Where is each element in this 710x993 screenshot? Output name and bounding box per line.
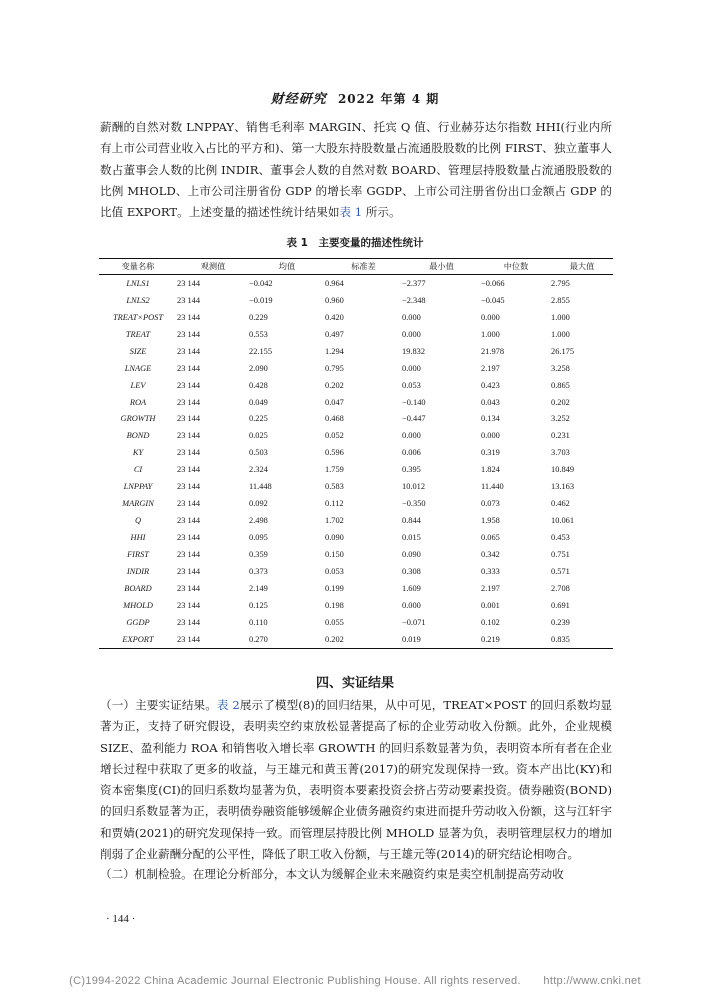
variable-name-cell: ROA — [129, 397, 147, 407]
results-heading: （一）主要实证结果。 — [100, 698, 217, 712]
stat-cell: 0.359 — [249, 549, 268, 559]
stat-cell: −0.140 — [402, 397, 426, 407]
table-row — [99, 377, 613, 394]
variable-name-cell: TREAT — [125, 329, 151, 339]
column-header: 最大值 — [551, 259, 613, 275]
stat-cell: 0.835 — [551, 631, 613, 648]
stat-cell: 3.703 — [551, 448, 570, 458]
stat-cell: 0.125 — [249, 600, 268, 610]
stat-cell: 0.047 — [325, 397, 344, 407]
stat-cell: 0.202 — [325, 380, 344, 390]
stat-cell: 23 144 — [177, 533, 201, 543]
column-header: 变量名称 — [99, 259, 177, 275]
variable-name-cell: GGDP — [126, 617, 150, 627]
stat-cell: −0.350 — [402, 499, 426, 509]
stat-cell: 23 144 — [177, 431, 201, 441]
stat-cell: 0.006 — [402, 448, 421, 458]
stat-cell: 0.092 — [249, 499, 268, 509]
stat-cell: 0.420 — [325, 312, 344, 322]
stat-cell: 23 144 — [177, 600, 201, 610]
stat-cell: 23 144 — [177, 448, 201, 458]
stat-cell: 1.702 — [325, 516, 344, 526]
stat-cell: 23 144 — [177, 397, 201, 407]
stat-cell: 1.000 — [481, 329, 500, 339]
intro-text-end: 所示。 — [362, 205, 401, 220]
stat-cell: 0.342 — [481, 549, 500, 559]
column-header: 中位数 — [481, 259, 551, 275]
stat-cell: 0.865 — [551, 380, 570, 390]
table-row — [99, 461, 613, 478]
stat-cell: 0.423 — [481, 380, 500, 390]
variable-name-cell: INDIR — [126, 566, 150, 576]
stat-cell: 0.395 — [402, 465, 421, 475]
stat-cell: 0.795 — [325, 363, 344, 373]
table-row — [99, 529, 613, 546]
table-title: 表 1 主要变量的描述性统计 — [286, 237, 424, 249]
stat-cell: 23 144 — [177, 516, 201, 526]
stat-cell: 11.440 — [481, 482, 504, 492]
stat-cell: 2.149 — [249, 583, 268, 593]
table-row — [99, 512, 613, 529]
stat-cell: 3.258 — [551, 363, 570, 373]
stat-cell: −0.045 — [481, 295, 505, 305]
stat-cell: 1.824 — [481, 465, 500, 475]
stat-cell: 1.000 — [551, 329, 570, 339]
stat-cell: 23 144 — [177, 566, 201, 576]
variable-name-cell: LNLS1 — [126, 278, 150, 288]
stat-cell: 23 144 — [177, 549, 201, 559]
stat-cell: 23 144 — [177, 631, 249, 648]
table-row — [99, 614, 613, 631]
stat-cell: 0.270 — [249, 631, 325, 648]
stat-cell: −2.348 — [402, 295, 426, 305]
stat-cell: 0.583 — [325, 482, 344, 492]
copyright-footer: (C)1994-2022 China Academic Journal Electronic Publishing House. All rights reserved. http://www.cnki.net — [69, 975, 641, 987]
stat-cell: 23 144 — [177, 617, 201, 627]
variable-name-cell: CI — [133, 465, 143, 475]
table-row — [99, 546, 613, 563]
variable-name-cell: GROWTH — [120, 414, 156, 424]
variable-name-cell: KY — [132, 448, 144, 458]
variable-name-cell: EXPORT — [99, 631, 177, 648]
journal-name: 财经研究 — [270, 92, 327, 107]
stat-cell: 23 144 — [177, 312, 201, 322]
stat-cell: 0.468 — [325, 414, 344, 424]
table-row — [99, 292, 613, 309]
variable-name-cell: MHOLD — [123, 600, 153, 610]
table-row — [99, 275, 613, 292]
stat-cell: 0.497 — [325, 329, 344, 339]
table-row — [99, 495, 613, 512]
stat-cell: 23 144 — [177, 295, 201, 305]
stat-cell: 0.319 — [481, 448, 500, 458]
table-header-row — [99, 259, 613, 275]
stat-cell: 19.832 — [402, 346, 426, 356]
table-2-link[interactable]: 表 2 — [216, 698, 240, 712]
column-header: 标准差 — [325, 259, 402, 275]
stat-cell: −0.019 — [249, 295, 273, 305]
stat-cell: 1.759 — [325, 465, 344, 475]
stat-cell: −0.066 — [481, 278, 505, 288]
table-row — [99, 411, 613, 428]
stat-cell: 2.855 — [551, 295, 570, 305]
stat-cell: 0.090 — [325, 533, 344, 543]
table-body — [99, 275, 613, 649]
table-row — [99, 631, 613, 648]
table-row — [99, 343, 613, 360]
stat-cell: 0.225 — [249, 414, 268, 424]
stat-cell: 0.055 — [325, 617, 344, 627]
stat-cell: 2.090 — [249, 363, 268, 373]
stat-cell: 0.073 — [481, 499, 500, 509]
descriptive-stats-table — [99, 258, 613, 649]
stat-cell: 0.112 — [325, 499, 344, 509]
table-row — [99, 478, 613, 495]
page-number: · 144 · — [106, 913, 136, 925]
running-header — [0, 88, 710, 107]
stat-cell: 0.308 — [402, 566, 421, 576]
stat-cell: 0.199 — [325, 583, 344, 593]
stat-cell: 23 144 — [177, 583, 201, 593]
stat-cell: 0.462 — [551, 499, 570, 509]
variable-name-cell: FIRST — [127, 549, 149, 559]
variable-name-cell: HHI — [130, 533, 146, 543]
stat-cell: 0.110 — [249, 617, 268, 627]
results-text: 展示了模型(8)的回归结果，从中可见，TREAT×POST 的回归系数均显著为正，支持了研究假设，表明卖空约束放松显著提高了标的企业劳动收入份额。此外，企业规模 SIZE、盈利能力 ROA 和销售收入增长率 GROWTH 的回归系数显著为负，表明资本所有者在企业增长过程中获取了更多的收益，与王雄元和黄玉菁(2017)的研究发现保持一致。资本产出比(KY)和资本密集度(CI)的回归系数均显著为负，表明资本要素投资会挤占劳动要素投资。债券融资(BOND)的回归系数显著为正，表明债券融资能够缓解企业债务融资约束进而提升劳动收入份额，这与江轩宇和贾婧(2021)的研究发现保持一致。而管理层持股比例 MHOLD 显著为负，表明管理层权力的增加削弱了企业薪酬分配的公平性，降低了职工收入份额，与王雄元等(2014)的研究结论相吻合。 — [100, 698, 613, 862]
stat-cell: 13.163 — [551, 482, 575, 492]
stat-cell: 2.708 — [551, 583, 570, 593]
stat-cell: 0.000 — [481, 431, 500, 441]
stat-cell: −0.071 — [402, 617, 426, 627]
stat-cell: −2.377 — [402, 278, 426, 288]
stat-cell: 0.229 — [249, 312, 268, 322]
stat-cell: 23 144 — [177, 329, 201, 339]
stat-cell: 2.197 — [481, 363, 500, 373]
stat-cell: 0.000 — [402, 312, 421, 322]
stat-cell: 22.155 — [249, 346, 273, 356]
stat-cell: 0.000 — [402, 600, 421, 610]
stat-cell: 23 144 — [177, 414, 201, 424]
variable-name-cell: TREAT×POST — [112, 312, 163, 322]
stat-cell: 23 144 — [177, 278, 201, 288]
stat-cell: 0.019 — [402, 631, 481, 648]
stat-cell: 2.197 — [481, 583, 500, 593]
table-row — [99, 427, 613, 444]
table-row — [99, 360, 613, 377]
variable-name-cell: BOND — [126, 431, 150, 441]
column-header: 最小值 — [402, 259, 481, 275]
stat-cell: 0.373 — [249, 566, 268, 576]
stat-cell: 0.090 — [402, 549, 421, 559]
stat-cell: 0.053 — [325, 566, 344, 576]
stat-cell: 0.571 — [551, 566, 570, 576]
variable-name-cell: Q — [134, 516, 142, 526]
stat-cell: 23 144 — [177, 346, 201, 356]
stat-cell: 0.049 — [249, 397, 268, 407]
variable-name-cell: LNPPAY — [123, 482, 153, 492]
table-row — [99, 444, 613, 461]
stat-cell: 0.960 — [325, 295, 344, 305]
section-title: 四、实证结果 — [315, 676, 394, 691]
stat-cell: 0.239 — [551, 617, 570, 627]
stat-cell: 0.553 — [249, 329, 268, 339]
stat-cell: 11.448 — [249, 482, 272, 492]
stat-cell: 1.609 — [402, 583, 421, 593]
stat-cell: 0.691 — [551, 600, 570, 610]
table-row — [99, 563, 613, 580]
stat-cell: 23 144 — [177, 465, 201, 475]
stat-cell: −0.447 — [402, 414, 426, 424]
stat-cell: 0.596 — [325, 448, 344, 458]
stat-cell: 2.498 — [249, 516, 268, 526]
stat-cell: 23 144 — [177, 482, 201, 492]
stat-cell: 26.175 — [551, 346, 575, 356]
stat-cell: 0.202 — [551, 397, 570, 407]
variable-name-cell: LEV — [130, 380, 146, 390]
stat-cell: 23 144 — [177, 380, 201, 390]
stat-cell: 0.102 — [481, 617, 500, 627]
stat-cell: 0.000 — [402, 363, 421, 373]
stat-cell: 0.000 — [402, 431, 421, 441]
variable-name-cell: MARGIN — [122, 499, 154, 509]
journal-issue: 2022 年第 4 期 — [337, 92, 440, 106]
stat-cell: 2.795 — [551, 278, 570, 288]
column-header: 观测值 — [177, 259, 249, 275]
stat-cell: 0.134 — [481, 414, 500, 424]
table-row — [99, 394, 613, 411]
table-1-link[interactable]: 表 1 — [339, 205, 363, 220]
stat-cell: 0.503 — [249, 448, 268, 458]
mechanism-paragraph: （二）机制检验。在理论分析部分，本文认为缓解企业未来融资约束是卖空机制提高劳动收 — [100, 867, 564, 881]
results-paragraph — [100, 695, 612, 865]
stat-cell: 10.061 — [551, 516, 575, 526]
stat-cell: 10.012 — [402, 482, 426, 492]
stat-cell: 2.324 — [249, 465, 268, 475]
variable-name-cell: SIZE — [129, 346, 147, 356]
stat-cell: 0.150 — [325, 549, 344, 559]
table-row — [99, 309, 613, 326]
stat-cell: 0.219 — [481, 631, 551, 648]
stat-cell: 0.202 — [325, 631, 402, 648]
stat-cell: 21.978 — [481, 346, 505, 356]
stat-cell: −0.042 — [249, 278, 273, 288]
stat-cell: 0.000 — [481, 312, 500, 322]
stat-cell: 0.198 — [325, 600, 344, 610]
column-header: 均值 — [249, 259, 325, 275]
variable-name-cell: BOARD — [124, 583, 152, 593]
stat-cell: 10.849 — [551, 465, 575, 475]
stat-cell: 3.252 — [551, 414, 570, 424]
stat-cell: 0.053 — [402, 380, 421, 390]
stat-cell: 1.294 — [325, 346, 344, 356]
stat-cell: 0.000 — [402, 329, 421, 339]
stat-cell: 23 144 — [177, 363, 201, 373]
stat-cell: 0.065 — [481, 533, 500, 543]
stat-cell: 0.751 — [551, 549, 570, 559]
table-row — [99, 597, 613, 614]
stat-cell: 0.428 — [249, 380, 268, 390]
stat-cell: 0.333 — [481, 566, 500, 576]
variable-name-cell: LNLS2 — [126, 295, 150, 305]
stat-cell: 0.001 — [481, 600, 500, 610]
stat-cell: 0.095 — [249, 533, 268, 543]
stat-cell: 0.052 — [325, 431, 344, 441]
intro-text: 薪酬的自然对数 LNPPAY、销售毛利率 MARGIN、托宾 Q 值、行业赫芬达尔指数 HHI(行业内所有上市公司营业收入占比的平方和)、第一大股东持股数量占流通股股数的比例 FIRST、独立董事人数占董事会人数的比例 INDIR、董事会人数的自然对数 BOARD、管理层持股数量占流通股股数的比例 MHOLD、上市公司注册省份 GDP 的增长率 GGDP、上市公司注册省份出口金额占 GDP 的比值 EXPORT。上述变量的描述性统计结果如 — [100, 120, 612, 220]
table-row — [99, 580, 613, 597]
stat-cell: 23 144 — [177, 499, 201, 509]
intro-paragraph — [100, 117, 612, 223]
stat-cell: 1.000 — [551, 312, 570, 322]
stat-cell: 0.231 — [551, 431, 570, 441]
stat-cell: 1.958 — [481, 516, 500, 526]
table-row — [99, 326, 613, 343]
stat-cell: 0.015 — [402, 533, 421, 543]
variable-name-cell: LNAGE — [124, 363, 152, 373]
stat-cell: 0.025 — [249, 431, 268, 441]
stat-cell: 0.453 — [551, 533, 570, 543]
stat-cell: 0.844 — [402, 516, 421, 526]
stat-cell: 0.964 — [325, 278, 344, 288]
stat-cell: 0.043 — [481, 397, 500, 407]
